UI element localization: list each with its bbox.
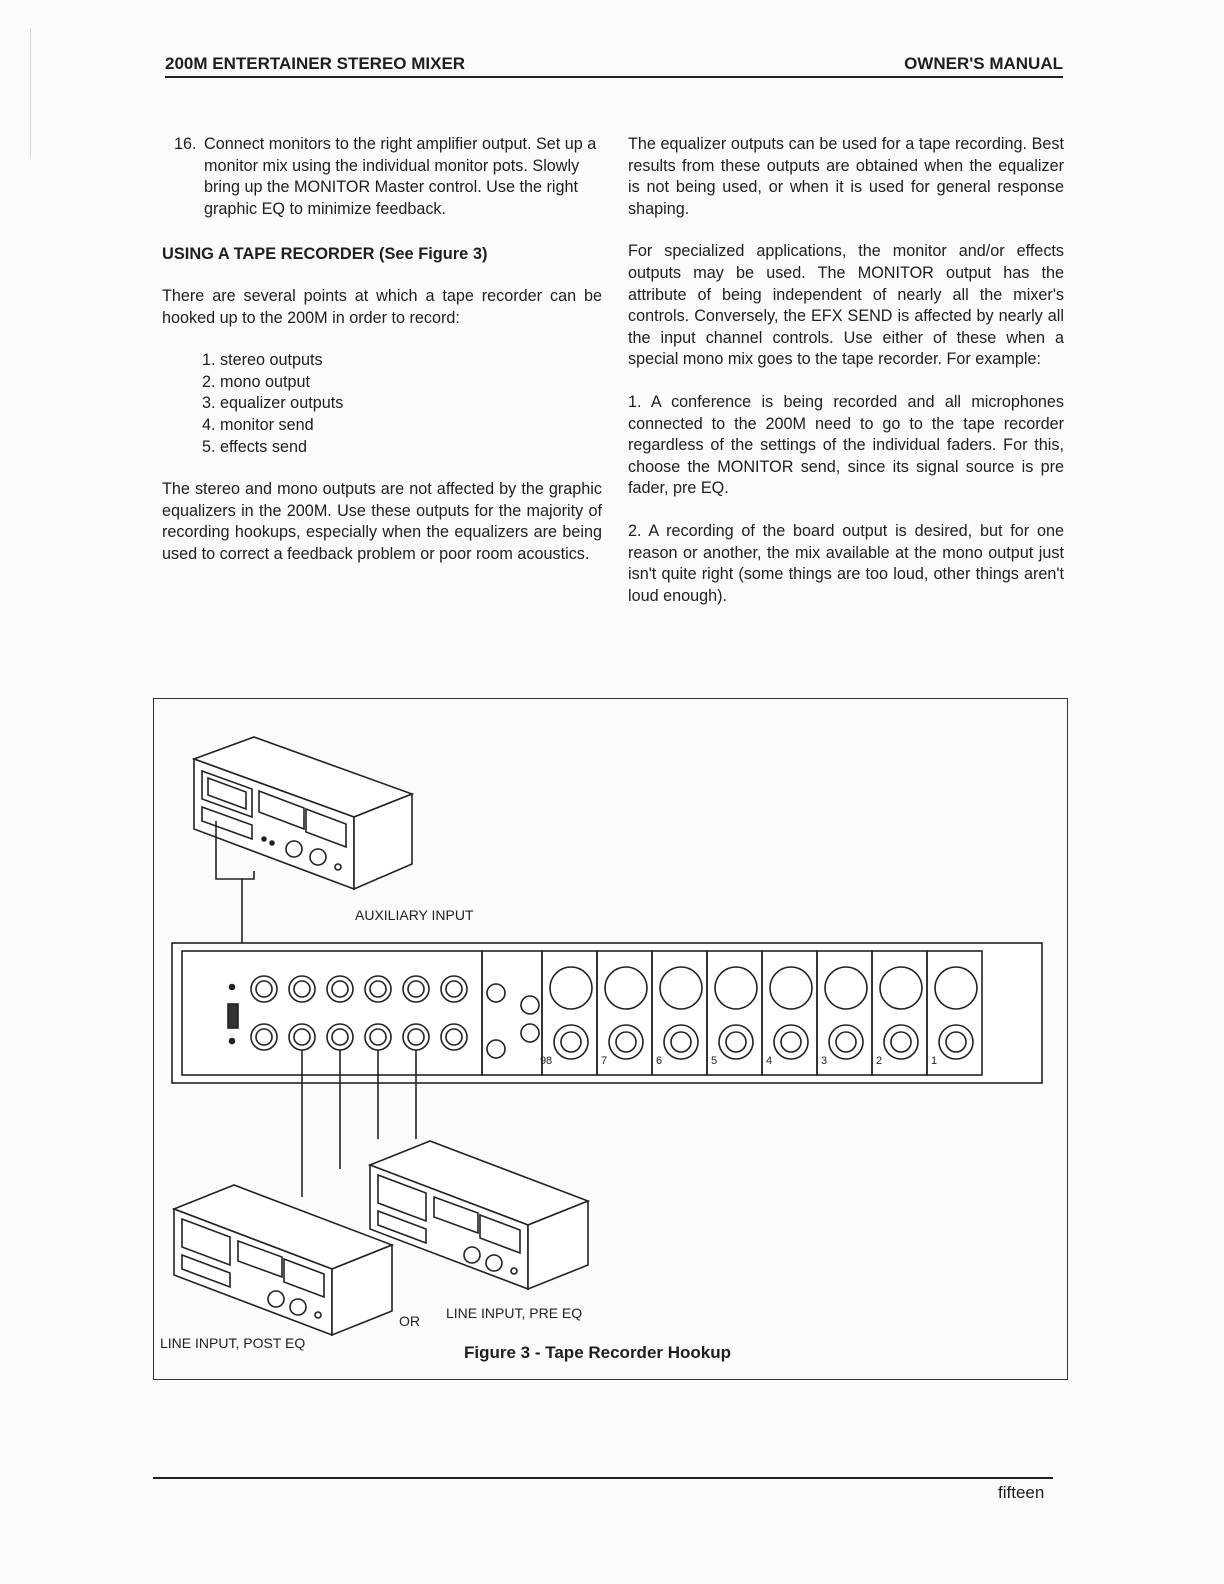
intro-paragraph: There are several points at which a tape recorder can be hooked up to the 200M in order to record:: [162, 286, 602, 327]
page-number: fifteen: [998, 1483, 1045, 1502]
tape-recorder-post-eq: [174, 1185, 392, 1335]
list-item: 2. mono output: [202, 372, 310, 391]
binding-mark: [30, 28, 31, 158]
right-column: [628, 134, 1064, 628]
list-item: 3. equalizer outputs: [202, 394, 344, 413]
example-2-paragraph: 2. A recording of the board output is desired, but for one reason or another, the mix available at the mono output just isn't quite right (some things are too loud, other things aren't loud enough).: [628, 521, 1064, 605]
step-16: [174, 134, 602, 220]
list-item: 1. stereo outputs: [202, 351, 323, 370]
post-eq-label: LINE INPUT, POST EQ: [160, 1335, 306, 1351]
stereo-mono-paragraph: The stereo and mono outputs are not affected by the graphic equalizers in the 200M. Use these outputs for the majority of recording hookups, especially when the equalizers are being used to correct a feedback problem or poor room acoustics.: [162, 480, 602, 563]
recording-points-list: [202, 350, 602, 458]
tape-recorder-aux: [194, 737, 412, 889]
figure-caption: Figure 3 - Tape Recorder Hookup: [464, 1343, 732, 1362]
header-title: 200M ENTERTAINER STEREO MIXER: [165, 54, 466, 73]
channel-number: 9: [540, 1055, 547, 1067]
footer-rule: [153, 1477, 1053, 1479]
pre-eq-label: LINE INPUT, PRE EQ: [446, 1305, 583, 1321]
hookup-diagram: [154, 699, 1069, 1381]
channel-number: 7: [601, 1055, 608, 1067]
specialized-paragraph: For specialized applications, the monitor and/or effects outputs may be used. The MONITOR output has the attribute of being independent of nearly all the mixer's controls. Conversely, the EFX SEND is affected by nearly all the input channel controls. Use either of these when a special mono mix goes to the tape recorder. For example:: [628, 242, 1064, 369]
equalizer-paragraph: The equalizer outputs can be used for a tape recording. Best results from these outputs are obtained when the equalizer is not being used, or when it is used for general response shaping.: [628, 135, 1064, 218]
example-1-paragraph: 1. A conference is being recorded and all microphones connected to the 200M need to go to the tape recorder regardless of the settings of the individual faders. For this, choose the MONITOR send, since its signal source is pre fader, pre EQ.: [628, 392, 1064, 498]
header-manual: OWNER'S MANUAL: [904, 54, 1063, 73]
channel-number: 2: [876, 1055, 883, 1067]
channel-number: 3: [821, 1055, 828, 1067]
channel-number: 4: [766, 1055, 773, 1067]
left-column: [162, 134, 602, 587]
list-item: 5. effects send: [202, 437, 307, 456]
figure-3: [153, 698, 1068, 1380]
channel-number: 1: [931, 1055, 938, 1067]
channel-number: 6: [656, 1055, 663, 1067]
list-item: 4. monitor send: [202, 415, 314, 434]
auxiliary-input-label: AUXILIARY INPUT: [355, 907, 474, 923]
page-header: [165, 52, 1063, 78]
step-text: Connect monitors to the right amplifier output. Set up a monitor mix using the individual monitor pots. Slowly bring up the MONITOR Master control. Use the right graphic EQ to minimize feedback.: [204, 135, 597, 218]
channel-number: 5: [711, 1055, 718, 1067]
tape-recorder-pre-eq: [370, 1141, 588, 1289]
step-number: 16.: [174, 135, 197, 153]
channel-number: 8: [546, 1055, 553, 1067]
or-label: OR: [399, 1313, 420, 1329]
section-heading: USING A TAPE RECORDER (See Figure 3): [162, 245, 488, 264]
